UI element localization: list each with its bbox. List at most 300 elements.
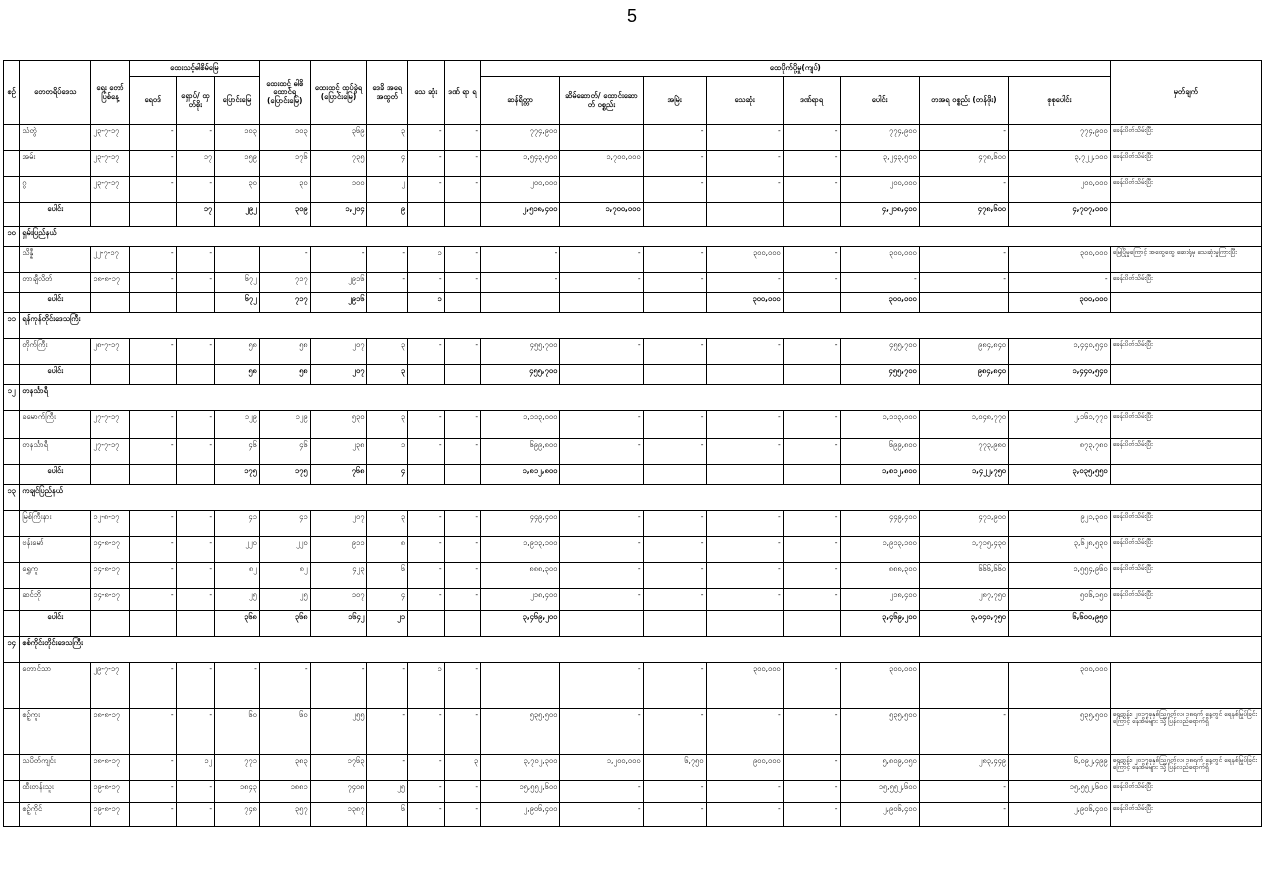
cell-l6: ၃,၂၄၃,၅၀၀ bbox=[840, 151, 919, 177]
cell-date: ၁၄-၈-၁၇ bbox=[91, 537, 130, 563]
cell-l8: ၃,၀၃၅,၅၅၀ bbox=[1009, 465, 1111, 485]
table-row bbox=[4, 411, 1262, 439]
page-number: 5 bbox=[626, 6, 637, 26]
cell-l3: - bbox=[643, 247, 706, 273]
cell-c8: - bbox=[367, 709, 408, 755]
cell-c6: ၅၈ bbox=[259, 339, 310, 365]
cell-l5: - bbox=[783, 663, 840, 709]
cell-l1: ၂၀၀,၀၀၀ bbox=[481, 177, 560, 203]
cell-c6: ၈၂ bbox=[259, 563, 310, 589]
cell-c7: ၁၆၄၂ bbox=[310, 611, 367, 637]
cell-l3 bbox=[643, 465, 706, 485]
cell-remark bbox=[1110, 365, 1261, 385]
cell-l5: - bbox=[783, 247, 840, 273]
cell-a1: - bbox=[129, 177, 176, 203]
cell-l2: ၁,၂၀၀,၀၀၀ bbox=[560, 755, 643, 781]
cell-l6: ၂၀၀,၀၀၀ bbox=[840, 177, 919, 203]
cell-l5: - bbox=[783, 589, 840, 611]
cell-c8: ၄ bbox=[367, 465, 408, 485]
cell-remark: ခေန်းပိတ်သိမ်းပြီး bbox=[1110, 803, 1261, 827]
cell-l5: - bbox=[783, 537, 840, 563]
cell-c6: ၁၂၉ bbox=[259, 411, 310, 439]
cell-remark: ခေန်းပိတ်သိမ်းပြီး bbox=[1110, 177, 1261, 203]
cell-date bbox=[91, 465, 130, 485]
cell-remark bbox=[1110, 611, 1261, 637]
cell-a1: - bbox=[129, 511, 176, 537]
cell-c8: - bbox=[367, 755, 408, 781]
cell-l3: - bbox=[643, 589, 706, 611]
cell-a2: ၁၇ bbox=[176, 203, 215, 227]
cell-l7: ၃,၀၄၀,၇၅၀ bbox=[919, 611, 1008, 637]
cell-l3: - bbox=[643, 273, 706, 293]
cell-c8 bbox=[367, 293, 408, 313]
cell-sr bbox=[4, 125, 20, 151]
cell-name: စဉ့်ကိုင် bbox=[20, 803, 91, 827]
cell-name: ပေါင်း bbox=[20, 203, 91, 227]
cell-c7: ၁,၂၀၄ bbox=[310, 203, 367, 227]
cell-a3: ၄၆ bbox=[215, 439, 260, 465]
cell-l5: - bbox=[783, 339, 840, 365]
cell-c10: - bbox=[444, 709, 481, 755]
cell-l3: - bbox=[643, 563, 706, 589]
cell-c9 bbox=[408, 203, 445, 227]
cell-c9 bbox=[408, 465, 445, 485]
cell-c10: - bbox=[444, 411, 481, 439]
cell-sr bbox=[4, 273, 20, 293]
cell-date: ၁၉-၈-၁၇ bbox=[91, 781, 130, 803]
cell-l5: - bbox=[783, 151, 840, 177]
cell-c9: ၁ bbox=[408, 663, 445, 709]
cell-c8: ၄ bbox=[367, 151, 408, 177]
cell-l3: - bbox=[643, 177, 706, 203]
cell-c10: - bbox=[444, 273, 481, 293]
cell-date: ၂၉-၇-၁၇ bbox=[91, 663, 130, 709]
cell-a3: ၄၁ bbox=[215, 511, 260, 537]
disaster-loss-table bbox=[3, 60, 1262, 827]
cell-c6: ၁၀၃ bbox=[259, 125, 310, 151]
cell-l6: ၂,၉၀၆,၄၀၀ bbox=[840, 803, 919, 827]
cell-c7: ၇၃၅ bbox=[310, 151, 367, 177]
cell-a2 bbox=[176, 611, 215, 637]
cell-date bbox=[91, 293, 130, 313]
cell-a1: - bbox=[129, 537, 176, 563]
cell-c7: ၂၀၇ bbox=[310, 365, 367, 385]
cell-l3 bbox=[643, 365, 706, 385]
cell-c8: ၆ bbox=[367, 563, 408, 589]
cell-c9: - bbox=[408, 709, 445, 755]
cell-l8: - bbox=[1009, 273, 1111, 293]
cell-sr bbox=[4, 611, 20, 637]
cell-l8: ၃,၇၂၂,၁၀၀ bbox=[1009, 151, 1111, 177]
cell-remark: ခေန်းပိတ်သိမ်းပြီး bbox=[1110, 563, 1261, 589]
section-number: ၁၀ bbox=[4, 227, 20, 247]
cell-l4: - bbox=[706, 563, 783, 589]
table-row bbox=[4, 803, 1262, 827]
cell-c8: - bbox=[367, 663, 408, 709]
cell-l8: ၁၅,၅၅၂,၆၀၀ bbox=[1009, 781, 1111, 803]
cell-c10: - bbox=[444, 439, 481, 465]
cell-l7: ၂၈၇,၇၅၀ bbox=[919, 589, 1008, 611]
cell-c9: - bbox=[408, 411, 445, 439]
cell-l3: - bbox=[643, 803, 706, 827]
cell-date: ၂၃-၇-၁၇ bbox=[91, 151, 130, 177]
cell-c9: - bbox=[408, 151, 445, 177]
cell-c10: - bbox=[444, 339, 481, 365]
cell-c10: - bbox=[444, 125, 481, 151]
cell-l6: ၆၉၉,၈၀၀ bbox=[840, 439, 919, 465]
section-title: တနင်္သာရီ bbox=[20, 385, 1262, 411]
cell-name: ပေါင်း bbox=[20, 365, 91, 385]
cell-remark: ခေန်းပိတ်သိမ်းပြီး bbox=[1110, 511, 1261, 537]
cell-c9: - bbox=[408, 589, 445, 611]
cell-c6: ၃၀ bbox=[259, 177, 310, 203]
cell-a2: - bbox=[176, 537, 215, 563]
cell-a3: ၂၅ bbox=[215, 589, 260, 611]
cell-c6: ၂၂၀ bbox=[259, 537, 310, 563]
cell-l2: - bbox=[560, 537, 643, 563]
cell-name: ပေါင်း bbox=[20, 465, 91, 485]
cell-c6: ၃၀၉ bbox=[259, 203, 310, 227]
table-row bbox=[4, 563, 1262, 589]
cell-c6: ၁၇၆ bbox=[259, 151, 310, 177]
cell-l1: ၇၇၄,၉၀၀ bbox=[481, 125, 560, 151]
cell-l1: ၄၅၅,၇၀၀ bbox=[481, 339, 560, 365]
cell-name: ထီးတန်းသူး bbox=[20, 781, 91, 803]
section-row bbox=[4, 385, 1262, 411]
header-c9: သေ ဆုံး bbox=[408, 61, 445, 125]
cell-sr bbox=[4, 709, 20, 755]
cell-a1: - bbox=[129, 339, 176, 365]
cell-l8: ၇၇၄,၉၀၀ bbox=[1009, 125, 1111, 151]
cell-c8: ၃ bbox=[367, 339, 408, 365]
cell-c6: ၂၅ bbox=[259, 589, 310, 611]
cell-name: သံတွဲ bbox=[20, 125, 91, 151]
cell-l4: ၃၀၀,၀၀၀ bbox=[706, 293, 783, 313]
table-row bbox=[4, 177, 1262, 203]
cell-a3: ၇၇၁ bbox=[215, 755, 260, 781]
cell-l4: - bbox=[706, 439, 783, 465]
cell-l3: - bbox=[643, 439, 706, 465]
cell-c10: - bbox=[444, 247, 481, 273]
cell-c7: ၂၃၈ bbox=[310, 439, 367, 465]
cell-a2: - bbox=[176, 339, 215, 365]
cell-c6: ၇၁၇ bbox=[259, 293, 310, 313]
cell-date: ၁၈-၈-၁၇ bbox=[91, 755, 130, 781]
cell-l2: ၁,၇၀၀,၀၀၀ bbox=[560, 151, 643, 177]
header-l6: ပေါင်း bbox=[840, 77, 919, 125]
section-row bbox=[4, 313, 1262, 339]
cell-c9: - bbox=[408, 339, 445, 365]
cell-l1: ၁,၉၁၃,၁၀၀ bbox=[481, 537, 560, 563]
table-row bbox=[4, 247, 1262, 273]
cell-a3: ၃၀ bbox=[215, 177, 260, 203]
cell-remark bbox=[1110, 203, 1261, 227]
cell-l8: ၄,၇၀၇,၀၀၀ bbox=[1009, 203, 1111, 227]
cell-a3: - bbox=[215, 663, 260, 709]
cell-c6: ၇၁၇ bbox=[259, 273, 310, 293]
cell-c7: ၁၇၆၃ bbox=[310, 755, 367, 781]
section-number: ၁၁ bbox=[4, 313, 20, 339]
cell-l2 bbox=[560, 177, 643, 203]
cell-l4: - bbox=[706, 803, 783, 827]
table-row bbox=[4, 755, 1262, 781]
cell-l8: ၂,၁၆၁,၇၇၀ bbox=[1009, 411, 1111, 439]
section-title: ကချင်ပြည်နယ် bbox=[20, 485, 1262, 511]
cell-l2: - bbox=[560, 247, 643, 273]
cell-l6: ၄၅၅,၇၀၀ bbox=[840, 365, 919, 385]
cell-sr bbox=[4, 589, 20, 611]
section-title: ရှမ်းပြည်နယ် bbox=[20, 227, 1262, 247]
cell-remark bbox=[1110, 293, 1261, 313]
cell-a3: ၅၈ bbox=[215, 365, 260, 385]
cell-a2: - bbox=[176, 247, 215, 273]
cell-l6: ၃၀၀,၀၀၀ bbox=[840, 293, 919, 313]
cell-name: တောင်သာ bbox=[20, 663, 91, 709]
cell-a2: - bbox=[176, 177, 215, 203]
table-row bbox=[4, 709, 1262, 755]
section-row bbox=[4, 485, 1262, 511]
section-title: ရန်ကုန်တိုင်းဒေသကြီး bbox=[20, 313, 1262, 339]
cell-date bbox=[91, 203, 130, 227]
cell-remark: ရေထွန်း၊ ၂၀၁၇ခုနှစ်ဩဂုတ်လ၊ ၁၈ရက် နေ့တွင် ရေနစ်မြုပ်ခြင်းကြောင့် နေအိမ်များ သို့ ပြန်လည်ရောက်ရှိ bbox=[1110, 755, 1261, 781]
cell-c10: - bbox=[444, 151, 481, 177]
cell-a1 bbox=[129, 203, 176, 227]
cell-c9 bbox=[408, 611, 445, 637]
cell-c10 bbox=[444, 203, 481, 227]
cell-c7: ၇၆၈ bbox=[310, 465, 367, 485]
header-group-loss: ထေပိုက်ပို့မှု(ကျပ်) bbox=[481, 61, 1110, 77]
cell-l1: ၁,၈၁၂,၈၀၀ bbox=[481, 465, 560, 485]
cell-l5: - bbox=[783, 803, 840, 827]
cell-l4 bbox=[706, 365, 783, 385]
cell-c10: - bbox=[444, 781, 481, 803]
cell-l6: ၄,၂၁၈,၄၀၀ bbox=[840, 203, 919, 227]
cell-c6: - bbox=[259, 247, 310, 273]
cell-l5: - bbox=[783, 125, 840, 151]
cell-a1: - bbox=[129, 411, 176, 439]
cell-a2: - bbox=[176, 511, 215, 537]
cell-c8: ၂ bbox=[367, 177, 408, 203]
cell-l3: ၆,၇၅၀ bbox=[643, 755, 706, 781]
cell-c10: - bbox=[444, 537, 481, 563]
cell-l7 bbox=[919, 293, 1008, 313]
cell-c9: - bbox=[408, 755, 445, 781]
cell-name: ပေါင်း bbox=[20, 293, 91, 313]
cell-c9: - bbox=[408, 537, 445, 563]
table-body bbox=[4, 125, 1262, 827]
cell-l3: - bbox=[643, 709, 706, 755]
cell-c9: - bbox=[408, 177, 445, 203]
cell-l8: ၅၃၅,၅၀၀ bbox=[1009, 709, 1111, 755]
header-remark: မှတ်ချက် bbox=[1110, 61, 1261, 125]
cell-date: ၂၂-၇-၁၇ bbox=[91, 247, 130, 273]
cell-c7: ၂၀၇ bbox=[310, 511, 367, 537]
cell-c7: ၂၉၁၆ bbox=[310, 273, 367, 293]
header-l3: အမြဲး bbox=[643, 77, 706, 125]
cell-l8: ၁,၅၅၄,၉၆၀ bbox=[1009, 563, 1111, 589]
cell-sr bbox=[4, 511, 20, 537]
section-title: စစ်ကိုင်းတိုင်းဒေသကြီး bbox=[20, 637, 1262, 663]
cell-l3: - bbox=[643, 781, 706, 803]
cell-a1: - bbox=[129, 755, 176, 781]
cell-sr bbox=[4, 177, 20, 203]
cell-l4: - bbox=[706, 339, 783, 365]
cell-l3: - bbox=[643, 151, 706, 177]
cell-a3: ၆၀ bbox=[215, 709, 260, 755]
cell-c6: ၃၅၇ bbox=[259, 803, 310, 827]
cell-sr bbox=[4, 365, 20, 385]
cell-c8: ၃ bbox=[367, 511, 408, 537]
cell-l3 bbox=[643, 293, 706, 313]
cell-sr bbox=[4, 151, 20, 177]
cell-l2: - bbox=[560, 511, 643, 537]
cell-name: တာချီလိတ် bbox=[20, 273, 91, 293]
cell-c7: ၁၃၈၇ bbox=[310, 803, 367, 827]
cell-c10: - bbox=[444, 177, 481, 203]
cell-a3: ၇၄၈ bbox=[215, 803, 260, 827]
cell-l1: ၁၅,၅၅၂,၆၀၀ bbox=[481, 781, 560, 803]
cell-remark: ခေန်းပိတ်သိမ်းပြီး bbox=[1110, 589, 1261, 611]
cell-l5 bbox=[783, 203, 840, 227]
table-row bbox=[4, 511, 1262, 537]
cell-date bbox=[91, 365, 130, 385]
cell-a2: - bbox=[176, 589, 215, 611]
cell-name: ဂွ bbox=[20, 177, 91, 203]
cell-l2: - bbox=[560, 563, 643, 589]
table-row bbox=[4, 125, 1262, 151]
cell-l8: ၆,၆၀၀,၉၅၀ bbox=[1009, 611, 1111, 637]
cell-c7: ၃၆၉ bbox=[310, 125, 367, 151]
cell-c9: - bbox=[408, 563, 445, 589]
cell-l5: - bbox=[783, 755, 840, 781]
cell-name: ခမောက်ကြီး bbox=[20, 411, 91, 439]
cell-a2 bbox=[176, 465, 215, 485]
cell-c10 bbox=[444, 293, 481, 313]
cell-l1: ၁,၁၁၃,၀၀၀ bbox=[481, 411, 560, 439]
cell-c10: - bbox=[444, 511, 481, 537]
cell-a1: - bbox=[129, 247, 176, 273]
cell-l5: - bbox=[783, 439, 840, 465]
cell-c6: ၅၈ bbox=[259, 365, 310, 385]
cell-name: ပေါင်း bbox=[20, 611, 91, 637]
cell-a3: ၂၉၂ bbox=[215, 203, 260, 227]
cell-c6: ၄၆ bbox=[259, 439, 310, 465]
cell-l1: ၄၄၉,၄၀၀ bbox=[481, 511, 560, 537]
cell-l4 bbox=[706, 465, 783, 485]
cell-c10: - bbox=[444, 563, 481, 589]
cell-remark: ခေန်းပိတ်သိမ်းပြီး bbox=[1110, 439, 1261, 465]
cell-l6: ၁၅,၅၅၂,၆၀၀ bbox=[840, 781, 919, 803]
cell-name: အမ်း bbox=[20, 151, 91, 177]
cell-a3: ၂၂၀ bbox=[215, 537, 260, 563]
cell-a1 bbox=[129, 465, 176, 485]
cell-date bbox=[91, 611, 130, 637]
cell-l7: ၁,၄၂၂,၇၅၀ bbox=[919, 465, 1008, 485]
cell-l5 bbox=[783, 611, 840, 637]
header-c7: ထေးထင့် ထှပ်ခွဲရ (ပြောင်းမြေ) bbox=[310, 61, 367, 125]
cell-l3: - bbox=[643, 125, 706, 151]
cell-c10 bbox=[444, 365, 481, 385]
cell-l8: ၁,၄၄၀,၅၄၀ bbox=[1009, 365, 1111, 385]
header-c6: ထေးထင့် ဓါစိ ထောင်ရ (ပြောင်းမြေ) bbox=[259, 61, 310, 125]
cell-a3: ၁၈၄၃ bbox=[215, 781, 260, 803]
cell-remark: ခေန်းပိတ်သိမ်းပြီး bbox=[1110, 273, 1261, 293]
cell-l2: - bbox=[560, 781, 643, 803]
header-group-area: ထေးသင့်ဓါစိမ်မြေ bbox=[129, 61, 259, 77]
cell-c7: ၂၉၁၆ bbox=[310, 293, 367, 313]
cell-a3: ၆၇၂ bbox=[215, 273, 260, 293]
section-row bbox=[4, 227, 1262, 247]
cell-c8: ၈ bbox=[367, 537, 408, 563]
cell-c10: - bbox=[444, 803, 481, 827]
cell-sr bbox=[4, 203, 20, 227]
cell-l7: ၄၇၈,၆၀၀ bbox=[919, 203, 1008, 227]
cell-c8: - bbox=[367, 273, 408, 293]
cell-l1: ၂,၉၀၆,၄၀၀ bbox=[481, 803, 560, 827]
cell-c10: ၃ bbox=[444, 755, 481, 781]
cell-l4: - bbox=[706, 589, 783, 611]
cell-l7: ၁,၇၁၅,၄၃၀ bbox=[919, 537, 1008, 563]
header-date: ရေး တော် ပြစ်နေ့ bbox=[91, 61, 130, 125]
cell-sr bbox=[4, 537, 20, 563]
cell-c8: ၃ bbox=[367, 411, 408, 439]
section-number: ၁၂ bbox=[4, 385, 20, 411]
cell-l1: - bbox=[481, 273, 560, 293]
cell-l7: ၇၇၃,၉၈၀ bbox=[919, 439, 1008, 465]
cell-a2: - bbox=[176, 803, 215, 827]
table-row bbox=[4, 537, 1262, 563]
cell-c6: ၃၆၈ bbox=[259, 611, 310, 637]
header-area3: ပြောင်းမြေ bbox=[215, 77, 260, 125]
cell-sr bbox=[4, 339, 20, 365]
header-l1: ဆန်ရိတ္တာ bbox=[481, 77, 560, 125]
cell-l4: - bbox=[706, 151, 783, 177]
cell-l1: ၁,၅၄၃,၅၀၀ bbox=[481, 151, 560, 177]
cell-l6: ၈၈၈,၃၀၀ bbox=[840, 563, 919, 589]
cell-l3 bbox=[643, 611, 706, 637]
cell-l5: - bbox=[783, 177, 840, 203]
cell-l4: - bbox=[706, 411, 783, 439]
cell-l2: - bbox=[560, 589, 643, 611]
cell-c10: - bbox=[444, 663, 481, 709]
cell-l4: - bbox=[706, 781, 783, 803]
cell-c9: - bbox=[408, 273, 445, 293]
cell-name: စဉ့်ကူး bbox=[20, 709, 91, 755]
cell-c8: ၄ bbox=[367, 589, 408, 611]
cell-sr bbox=[4, 803, 20, 827]
cell-l2 bbox=[560, 465, 643, 485]
cell-l7: ၁,၀၄၈,၇၇၀ bbox=[919, 411, 1008, 439]
cell-l5: - bbox=[783, 273, 840, 293]
cell-l5: - bbox=[783, 781, 840, 803]
cell-l8: ၉၂၁,၃၀၀ bbox=[1009, 511, 1111, 537]
cell-l6: ၇၇၄,၉၀၀ bbox=[840, 125, 919, 151]
cell-c7: ၄၂၃ bbox=[310, 563, 367, 589]
cell-l8: ၈၇၃,၇၈၀ bbox=[1009, 439, 1111, 465]
cell-l7: ၂၈၃,၄၄၉ bbox=[919, 755, 1008, 781]
header-area2: ရှောပ်/ ထှတ်စိုး bbox=[176, 77, 215, 125]
cell-c8: - bbox=[367, 247, 408, 273]
cell-a2 bbox=[176, 293, 215, 313]
header-region: တေတရိပ်ဒေသ bbox=[20, 61, 91, 125]
cell-sr bbox=[4, 293, 20, 313]
table-row bbox=[4, 439, 1262, 465]
cell-name: ဗန်းမော် bbox=[20, 537, 91, 563]
cell-a2: - bbox=[176, 709, 215, 755]
total-row bbox=[4, 365, 1262, 385]
cell-c6: ၁၈၈၁ bbox=[259, 781, 310, 803]
cell-l7: - bbox=[919, 709, 1008, 755]
